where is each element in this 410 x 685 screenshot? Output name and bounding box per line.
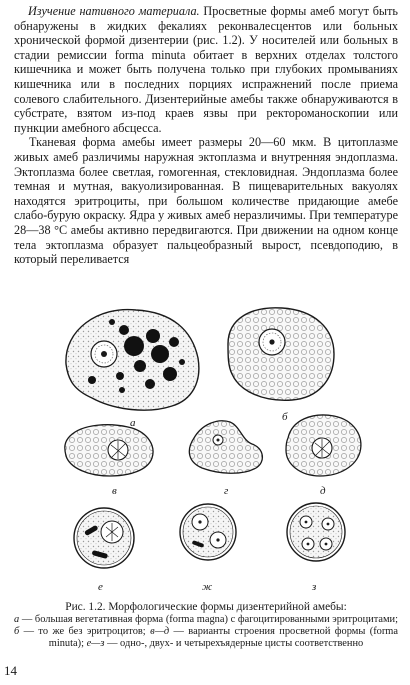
figure-amoeba-forms — [52, 300, 392, 600]
paragraph-2-text: Тканевая форма амебы имеет размеры 20—60 мкм. В цитоплазме живых амеб различимы наружная эктоплазма и внутренняя эндоплазма. Эктоплазма более светлая, гомогенная, стекловидная. Эндоплазма более темная и мутная, вакуолизированная. В пищеварительных вакуолях находятся эритроциты, при большом количестве придающие амебе слабо-бурую окраску. Ядра у живых амеб неразличимы. При температуре 28—38 °С амебы активно передвигаются. При движении на одном конце тела эктоплазма образует пальцеобразный вырост, псевдоподию, в который переливается — [14, 135, 398, 267]
panel-label-a: а — [130, 417, 136, 429]
panel-label-zh: ж — [202, 581, 213, 593]
caption-part-3-text: — варианты строения просветной формы (forma minuta); — [48, 626, 398, 650]
caption-part-4-text: — одно-, двух- и четырехъядерные цисты соответственно — [104, 638, 364, 650]
caption-part-4-letter: е—з — [86, 638, 105, 650]
panel-a-amoeba — [66, 310, 199, 411]
paragraph-1-text: Просветные формы амеб могут быть обнаружены в жидких фекалиях реконвалесцентов или больных хронической формой дизентерии (рис. 1.2). У носителей или больных в стадии ремиссии forma minuta обитает в верхних отделах толстого кишечника и может быть получена только при глубоких промываниях кишечника или в последних порциях испражнений после приема солевого слабительного. Дизентерийные амебы также обнаруживаются в субстрате, взятом из-под краев язвы при ректороманоскопии или пункции амебного абсцесса. — [14, 4, 398, 135]
caption-part-2-letter: б — [14, 626, 20, 638]
panel-d-amoeba — [286, 415, 361, 476]
panel-e-cyst — [74, 508, 134, 568]
page-number: 14 — [4, 663, 17, 678]
panel-label-v: в — [112, 485, 117, 497]
panel-label-e: е — [98, 581, 103, 593]
panel-label-d: д — [320, 485, 326, 497]
panel-z-cyst — [287, 503, 345, 561]
figure-caption-title: Рис. 1.2. Морфологические формы дизентерийной амебы: — [65, 601, 347, 613]
panel-label-b: б — [282, 411, 288, 423]
panel-label-g: г — [224, 485, 229, 497]
panel-zh-cyst — [180, 504, 236, 560]
panel-b-amoeba — [228, 308, 334, 400]
paragraph-2 — [14, 135, 398, 266]
caption-part-1-text: — большая вегетативная форма (forma magna) с фагоцитированными эритроцитами; — [19, 614, 398, 625]
paragraph-1 — [14, 4, 398, 135]
body-text — [14, 4, 398, 267]
figure-caption-text — [14, 614, 398, 651]
figure-drawing — [52, 300, 392, 600]
caption-part-1-letter: а — [14, 614, 20, 625]
panel-g-amoeba — [189, 421, 262, 473]
panel-label-z: з — [312, 581, 317, 593]
paragraph-1-lead: Изучение нативного материала. — [28, 4, 200, 18]
caption-part-2-text: — то же без эритроцитов; — [19, 626, 151, 638]
caption-part-3-letter: в—д — [150, 626, 170, 638]
panel-v-amoeba — [65, 425, 153, 476]
